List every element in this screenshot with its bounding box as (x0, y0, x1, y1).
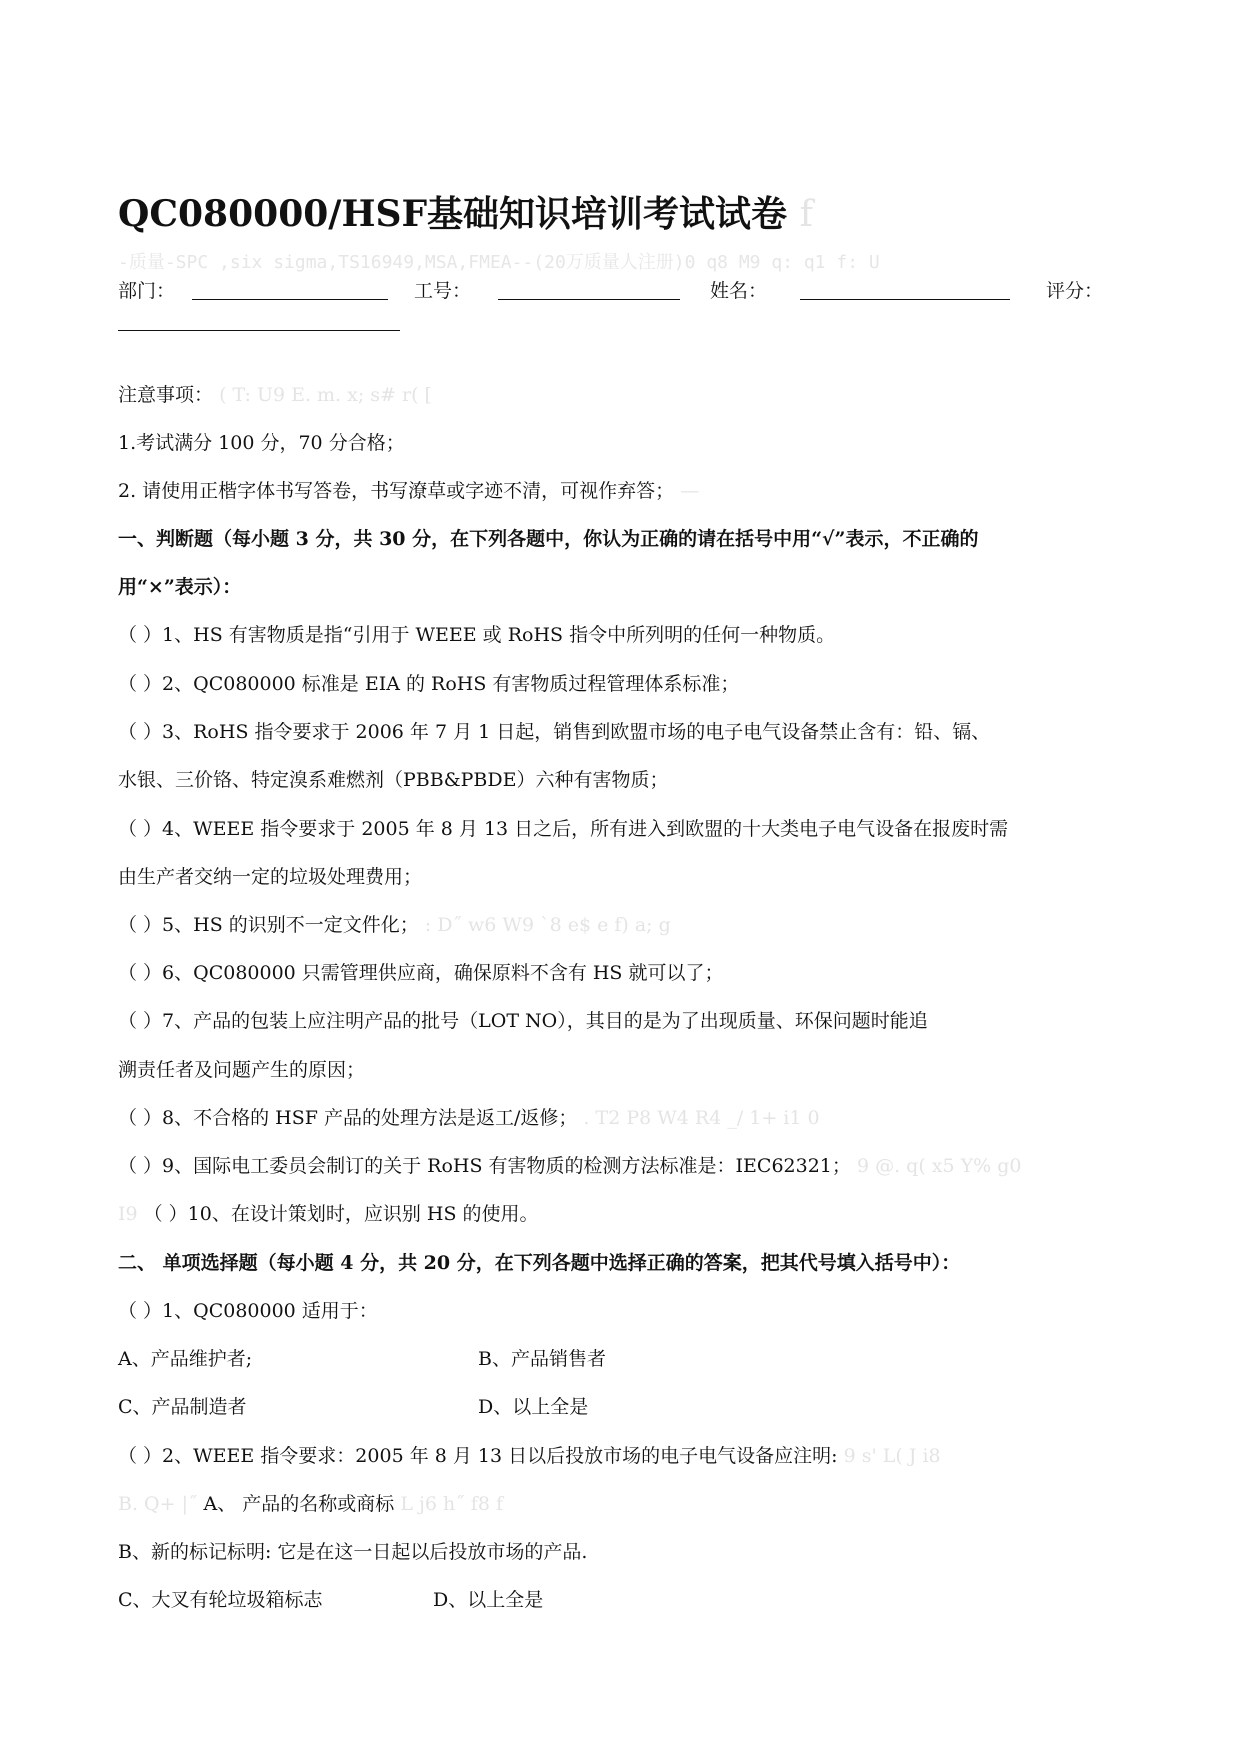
watermark-line: -质量-SPC ,six sigma,TS16949,MSA,FMEA--(20万质量人注册)0 q8 M9 q: q1 f: U (118, 252, 880, 273)
s1-question-10-ghost: I9 (118, 1203, 138, 1225)
title-text: QC080000/HSF基础知识培训考试试卷 (118, 193, 788, 235)
s1-question-5 (118, 910, 671, 937)
s2-question-1: （ ）1、QC080000 适用于： (118, 1300, 378, 1322)
s2-q1-option-c: C、产品制造者 (118, 1396, 247, 1418)
s1-question-5-ghost: : D˝ w6 W9 `8 e$ e f) a; g (424, 914, 671, 936)
name-blank[interactable] (800, 299, 1010, 300)
s2-question-2 (118, 1441, 941, 1468)
section1-heading-line1: 一、判断题（每小题 3 分，共 30 分，在下列各题中，你认为正确的请在括号中用“√”表示，不正确的 (118, 528, 979, 550)
s1-question-4-line1: （ ）4、WEEE 指令要求于 2005 年 8 月 13 日之后，所有进入到欧盟的十大类电子电气设备在报废时需 (118, 818, 1009, 840)
s2-q2-option-a-text: A、 产品的名称或商标 (203, 1493, 395, 1515)
s2-question-2-text: （ ）2、WEEE 指令要求：2005 年 8 月 13 日以后投放市场的电子电气设备应注明: (118, 1445, 838, 1467)
s1-question-6: （ ）6、QC080000 只需管理供应商，确保原料不含有 HS 就可以了； (118, 962, 724, 984)
s1-question-3-line2: 水银、三价铬、特定溴系难燃剂（PBB&PBDE）六种有害物质； (118, 769, 669, 791)
notes-heading (118, 380, 432, 407)
s1-question-1: （ ）1、HS 有害物质是指“引用于 WEEE 或 RoHS 指令中所列明的任何一种物质。 (118, 624, 836, 646)
score-label: 评分： (1046, 280, 1104, 302)
notes-heading-ghost: ( T: U9 E. m. x; s# r( [ (219, 384, 432, 406)
note-item-2-ghost: — (680, 480, 700, 502)
s1-question-9-text: （ ）9、国际电工委员会制订的关于 RoHS 有害物质的检测方法标准是：IEC62321； (118, 1155, 851, 1177)
name-label: 姓名： (710, 280, 768, 302)
s2-q1-option-d: D、以上全是 (478, 1396, 589, 1418)
section1-heading-line2: 用“×”表示）： (118, 576, 242, 598)
s2-question-2-ghost: 9 s' L( J i8 (843, 1445, 941, 1467)
s1-question-10-text: （ ）10、在设计策划时，应识别 HS 的使用。 (143, 1203, 539, 1225)
s1-question-10 (118, 1199, 539, 1226)
s1-question-7-line2: 溯责任者及问题产生的原因； (118, 1059, 366, 1081)
note-item-2 (118, 476, 699, 503)
section2-heading: 二、 单项选择题（每小题 4 分，共 20 分，在下列各题中选择正确的答案，把其代号填入括号中）： (118, 1252, 961, 1274)
note-item-1: 1.考试满分 100 分，70 分合格； (118, 432, 405, 454)
id-label: 工号： (414, 280, 472, 302)
s1-question-4-line2: 由生产者交纳一定的垃圾处理费用； (118, 866, 423, 888)
s1-question-8-text: （ ）8、不合格的 HSF 产品的处理方法是返工/返修； (118, 1107, 578, 1129)
s1-question-8 (118, 1103, 820, 1130)
s2-q2-option-b: B、新的标记标明: 它是在这一日起以后投放市场的产品. (118, 1541, 588, 1563)
s1-question-5-text: （ ）5、HS 的识别不一定文件化； (118, 914, 419, 936)
note-item-2-text: 2. 请使用正楷字体书写答卷，书写潦草或字迹不清，可视作弃答； (118, 480, 675, 502)
s2-q1-option-a: A、产品维护者; (118, 1348, 253, 1370)
s1-question-3-line1: （ ）3、RoHS 指令要求于 2006 年 7 月 1 日起，销售到欧盟市场的电子电气设备禁止含有：铅、镉、 (118, 721, 991, 743)
s2-q2-option-d: D、以上全是 (433, 1589, 544, 1611)
s1-question-7-line1: （ ）7、产品的包装上应注明产品的批号（LOT NO），其目的是为了出现质量、环保问题时能追 (118, 1010, 928, 1032)
s2-q2-option-c: C、大叉有轮垃圾箱标志 (118, 1589, 323, 1611)
title-ghost-text: f (799, 194, 813, 235)
notes-heading-text: 注意事项： (118, 384, 214, 406)
s1-question-9-ghost: 9 @. q( x5 Y% g0 (856, 1155, 1022, 1177)
dept-blank[interactable] (192, 299, 388, 300)
s2-q2-option-a (118, 1489, 503, 1516)
score-blank[interactable] (118, 330, 400, 331)
exam-title (118, 186, 813, 237)
s1-question-9 (118, 1151, 1022, 1178)
s2-q2-option-a-ghost2: L j6 h˝ f8 f (400, 1493, 503, 1515)
id-blank[interactable] (498, 299, 680, 300)
s1-question-2: （ ）2、QC080000 标准是 EIA 的 RoHS 有害物质过程管理体系标准； (118, 673, 740, 695)
s1-question-8-ghost: . T2 P8 W4 R4 _/ 1+ i1 0 (583, 1107, 820, 1129)
s2-q1-option-b: B、产品销售者 (478, 1348, 606, 1370)
dept-label: 部门： (118, 280, 176, 302)
s2-q2-option-a-ghost: B. Q+ |˝ (118, 1493, 198, 1515)
